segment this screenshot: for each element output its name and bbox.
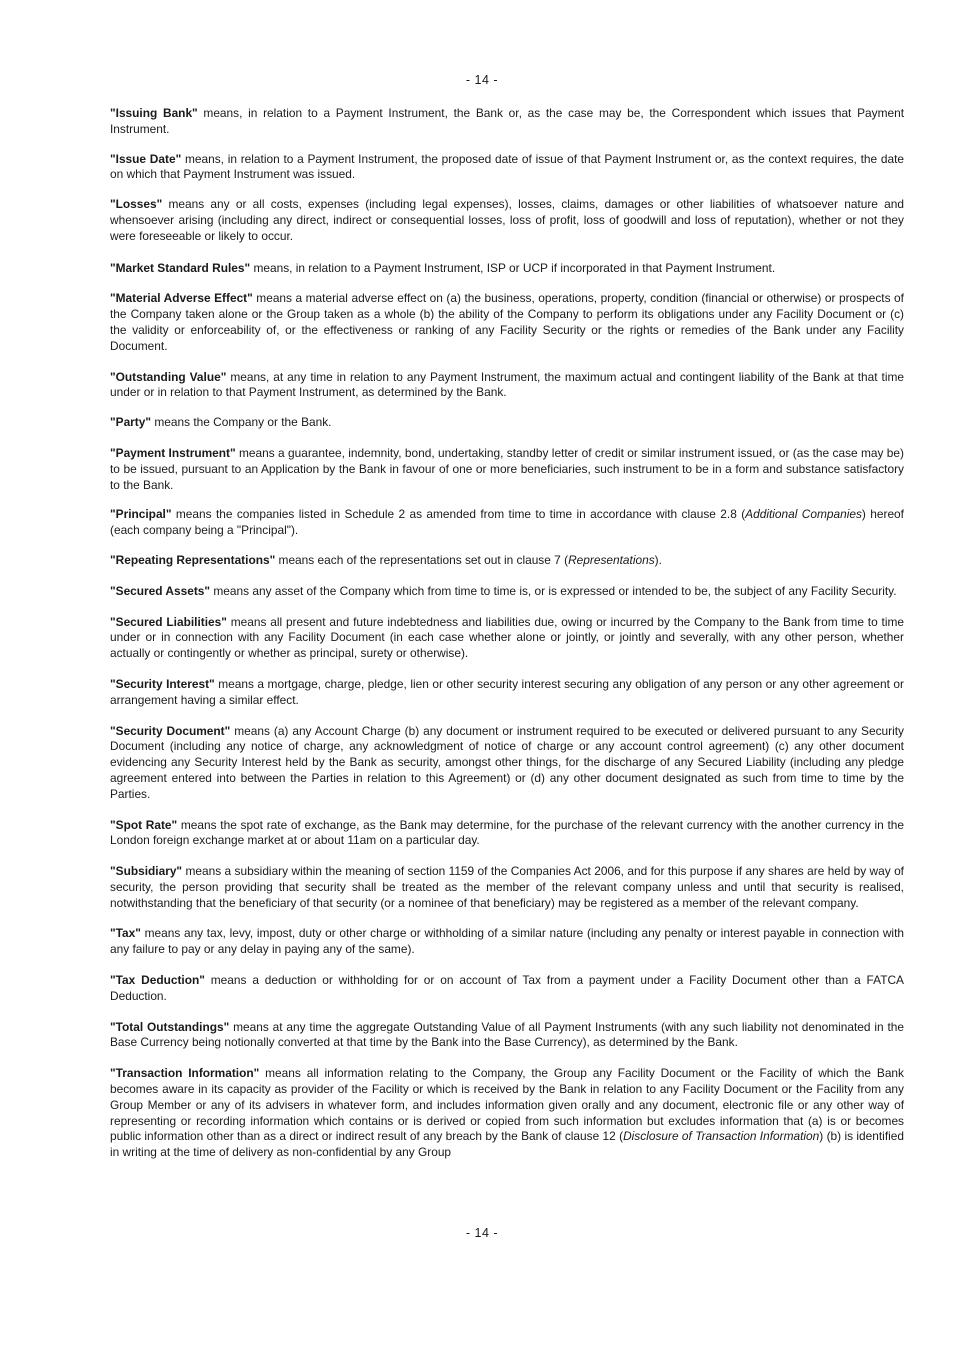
definition-term: "Material Adverse Effect" [110, 291, 253, 306]
definition-term: "Total Outstandings" [110, 1019, 230, 1034]
definition-secured-assets [110, 584, 904, 600]
definition-text: means a mortgage, charge, pledge, lien or other security interest securing any obligation of any person or any other agreement or arrangement having a similar effect. [110, 676, 904, 707]
definition-term: "Transaction Information" [110, 1066, 260, 1081]
definition-issue-date [110, 152, 904, 184]
definition-text: means, in relation to a Payment Instrument, ISP or UCP if incorporated in that Payment Instrument. [250, 260, 776, 275]
definition-term: "Principal" [110, 507, 172, 522]
definition-text: means any or all costs, expenses (including legal expenses), losses, claims, damages or other liabilities of whatsoever nature and whensoever arising (including any direct, indirect or consequential losses, loss of profit, loss of goodwill and loss of reputation), whether or not they were foreseeable or likely to occur. [110, 197, 904, 243]
definition-text: means all information relating to the Company, the Group any Facility Document or the Facility of which the Bank becomes aware in its capacity as provider of the Facility or which is received by the Bank in relation to any Facility Document or the Facility from any Group Member or any of its advisers in whatever form, and includes information given orally and any document, electronic file or any other way of representing or recording information which contains or is derived or copied from such information but excludes information that (a) is or becomes public information other than as a direct or indirect result of any breach by the Bank of clause 12 ( [110, 1066, 904, 1144]
page-number-top: - 14 - [465, 73, 499, 87]
definition-term: "Spot Rate" [110, 817, 178, 832]
definition-text: means, at any time in relation to any Payment Instrument, the maximum actual and contingent liability of the Bank at that time under or in relation to that Payment Instrument, as determined by the Bank. [110, 369, 904, 400]
definition-repeating-representations [110, 553, 904, 569]
definition-term: "Outstanding Value" [110, 369, 227, 384]
definition-term: "Security Document" [110, 723, 231, 738]
page-number-bottom: - 14 - [465, 1226, 499, 1240]
definition-party [110, 415, 904, 431]
definition-term: "Repeating Representations" [110, 552, 276, 567]
definitions-list [110, 106, 904, 1161]
definition-term: "Subsidiary" [110, 864, 183, 879]
definition-term: "Secured Assets" [110, 583, 211, 598]
definition-text: means the companies listed in Schedule 2 as amended from time to time in accordance with clause 2.8 ( [171, 507, 746, 522]
definition-material-adverse-effect [110, 291, 904, 354]
definition-tax [110, 926, 904, 958]
definition-text: means all present and future indebtedness and liabilities due, owing or incurred by the Company to the Bank from time to time under or in connection with any Facility Document (in each case whether alone or jointly, or jointly and severally, with any other person, whether actually or contingently or whether as principal, surety or otherwise). [110, 614, 904, 661]
definition-text-after: ) (b) is identified in writing at the time of delivery as non-confidential by any Group [110, 1129, 904, 1160]
definition-security-interest [110, 677, 904, 709]
definition-text-after: ) hereof (each company being a "Principal"). [110, 507, 904, 538]
definition-term: "Issuing Bank" [110, 106, 198, 120]
definition-transaction-information [110, 1066, 904, 1161]
definition-text: means (a) any Account Charge (b) any document or instrument required to be executed or delivered pursuant to any Security Document (including any notice of charge, any acknowledgment of notice of charge or any account control agreement) (c) any other document evidencing any Security Interest held by the Bank as security, amongst other things, for the discharge of any Secured Liability (including any pledge agreement entered into between the Parties in relation to this Agreement) or (d) any other document designated as such from time to time by the Parties. [110, 723, 904, 801]
clause-reference: Additional Companies [745, 507, 862, 522]
definition-tax-deduction [110, 973, 904, 1005]
definition-text: means the spot rate of exchange, as the Bank may determine, for the purchase of the relevant currency with the another currency in the London foreign exchange market at or about 11am on a particular day. [110, 817, 904, 848]
clause-reference: Disclosure of Transaction Information [623, 1129, 820, 1144]
clause-reference: Representations [568, 552, 655, 567]
definition-principal [110, 507, 904, 539]
definition-text: means a subsidiary within the meaning of section 1159 of the Companies Act 2006, and for this purpose if any shares are held by way of security, the person providing that security shall be treated as the member of the relevant company unless and until that security is realised, notwithstanding that the beneficiary of that security (or a nominee of that beneficiary) may be registered as a member of the relevant company. [110, 864, 904, 910]
definition-payment-instrument [110, 446, 904, 493]
definition-secured-liabilities [110, 615, 904, 662]
definition-text: means a material adverse effect on (a) the business, operations, property, condition (financial or otherwise) or prospects of the Company taken alone or the Group taken as a whole (b) the ability of the Company to perform its obligations under any Facility Document or (c) the validity or enforceability of, or the effectiveness or ranking of any Facility Security or the rights or remedies of the Bank under any Facility Document. [110, 291, 904, 353]
definition-text: means at any time the aggregate Outstanding Value of all Payment Instruments (with any such liability not denominated in the Base Currency being notionally converted at that time by the Bank into the Base Currency), as determined by the Bank. [110, 1019, 904, 1050]
definition-text: means any tax, levy, impost, duty or other charge or withholding of a similar nature (including any penalty or interest payable in connection with any failure to pay or any delay in paying any of the same). [110, 926, 904, 957]
definition-text-after: ). [654, 552, 662, 567]
definition-term: "Market Standard Rules" [110, 260, 251, 275]
definition-losses [110, 197, 904, 244]
definition-spot-rate [110, 818, 904, 850]
definition-term: "Issue Date" [110, 151, 182, 166]
definition-term: "Security Interest" [110, 676, 215, 691]
definition-outstanding-value [110, 370, 904, 402]
definition-term: "Tax Deduction" [110, 973, 205, 988]
definition-market-standard-rules [110, 261, 904, 277]
definition-security-document [110, 724, 904, 803]
definition-text: means a deduction or withholding for or on account of Tax from a payment under a Facility Document other than a FATCA Deduction. [110, 973, 904, 1003]
definition-text: means the Company or the Bank. [151, 415, 332, 430]
definition-text: means any asset of the Company which from time to time is, or is expressed or intended to be, the subject of any Facility Security. [210, 583, 897, 598]
definition-text: means a guarantee, indemnity, bond, undertaking, standby letter of credit or similar instrument issued, or (as the case may be) to be issued, pursuant to an Application by the Bank in favour of one or more beneficiaries, such instrument to be in a form and substance satisfactory to the Bank. [110, 445, 904, 492]
definition-term: "Tax" [110, 926, 141, 941]
definition-issuing-bank [110, 106, 904, 138]
definition-text: means, in relation to a Payment Instrument, the proposed date of issue of that Payment Instrument or, as the context requires, the date on which that Payment Instrument was issued. [110, 151, 905, 182]
definition-term: "Losses" [110, 197, 163, 212]
definition-total-outstandings [110, 1020, 904, 1052]
definition-text: means, in relation to a Payment Instrument, the Bank or, as the case may be, the Correspondent which issues that Payment Instrument. [110, 106, 905, 136]
definition-subsidiary [110, 864, 904, 911]
definition-text: means each of the representations set out in clause 7 ( [275, 552, 569, 567]
definition-term: "Secured Liabilities" [110, 614, 227, 629]
definition-term: "Payment Instrument" [110, 445, 236, 460]
definition-term: "Party" [110, 415, 152, 430]
